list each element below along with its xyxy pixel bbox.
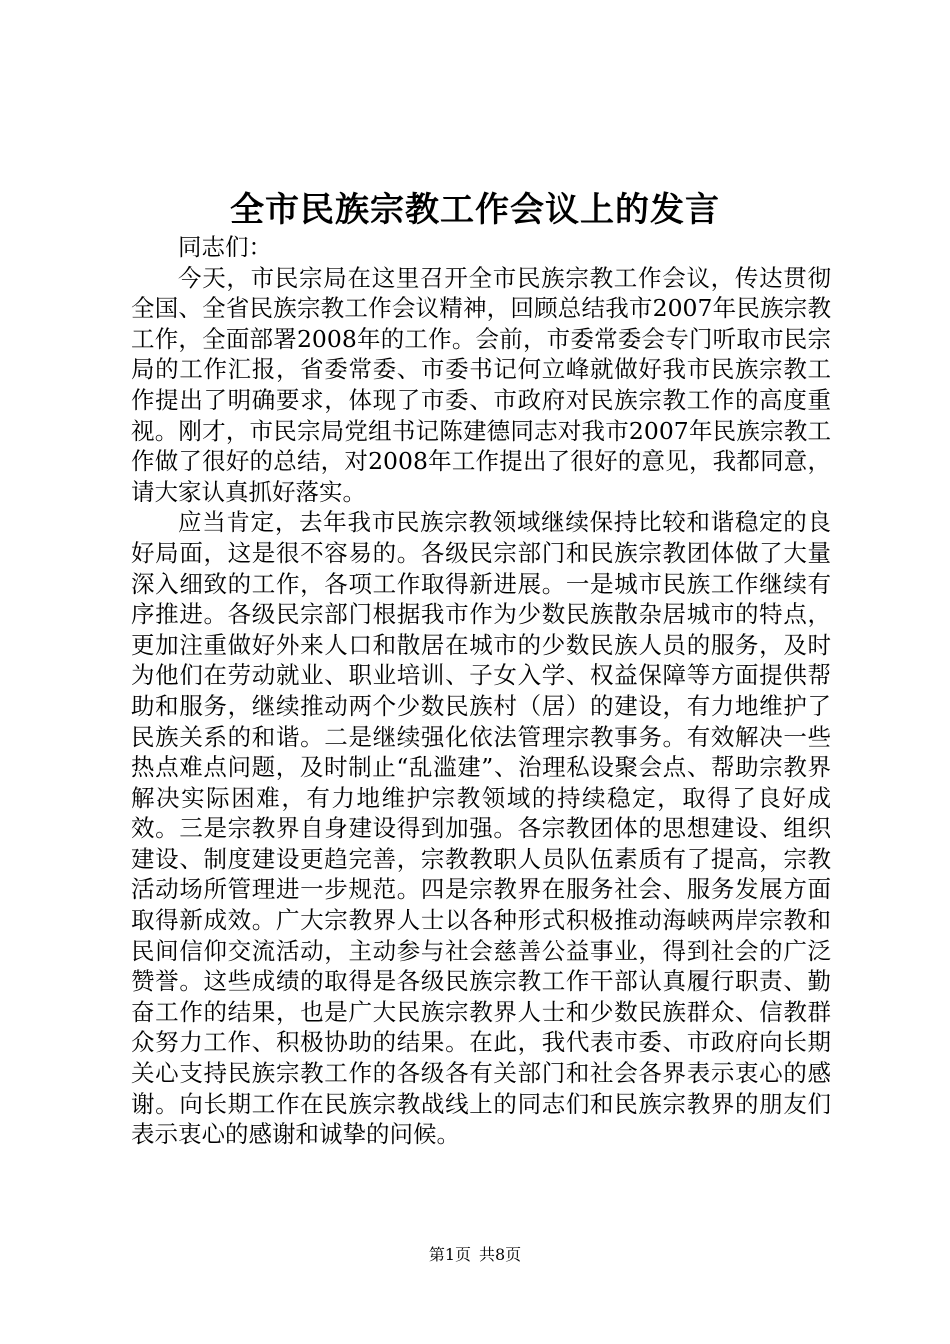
body-paragraph: 今天，市民宗局在这里召开全市民族宗教工作会议，传达贯彻全国、全省民族宗教工作会议精神，回顾总结我市2007年民族宗教工作，全面部署2008年的工作。会前，市委常委会专门听取市民宗局的工作汇报，省委常委、市委书记何立峰就做好我市民族宗教工作提出了明确要求，体现了市委、市政府对民族宗教工作的高度重视。刚才，市民宗局党组书记陈建德同志对我市2007年民族宗教工作做了很好的总结，对2008年工作提出了很好的意见，我都同意，请大家认真抓好落实。	[131, 263, 831, 506]
page-number: 第1页	[428, 1245, 471, 1264]
page-footer	[0, 1244, 950, 1266]
document-body	[131, 232, 831, 1150]
body-paragraph: 应当肯定，去年我市民族宗教领域继续保持比较和谐稳定的良好局面，这是很不容易的。各级民宗部门和民族宗教团体做了大量深入细致的工作，各项工作取得新进展。一是城市民族工作继续有序推进。各级民宗部门根据我市作为少数民族散杂居城市的特点，更加注重做好外来人口和散居在城市的少数民族人员的服务，及时为他们在劳动就业、职业培训、子女入学、权益保障等方面提供帮助和服务，继续推动两个少数民族村（居）的建设，有力地维护了民族关系的和谐。二是继续强化依法管理宗教事务。有效解决一些热点难点问题，及时制止“乱滥建”、治理私设聚会点、帮助宗教界解决实际困难，有力地维护宗教领域的持续稳定，取得了良好成效。三是宗教界自身建设得到加强。各宗教团体的思想建设、组织建设、制度建设更趋完善，宗教教职人员队伍素质有了提高，宗教活动场所管理进一步规范。四是宗教界在服务社会、服务发展方面取得新成效。广大宗教界人士以各种形式积极推动海峡两岸宗教和民间信仰交流活动，主动参与社会慈善公益事业，得到社会的广泛赞誉。这些成绩的取得是各级民族宗教工作干部认真履行职责、勤奋工作的结果，也是广大民族宗教界人士和少数民族群众、信教群众努力工作、积极协助的结果。在此，我代表市委、市政府向长期关心支持民族宗教工作的各级各有关部门和社会各界表示衷心的感谢。向长期工作在民族宗教战线上的同志们和民族宗教界的朋友们表示衷心的感谢和诚挚的问候。	[131, 508, 831, 1149]
document-title: 全市民族宗教工作会议上的发言	[230, 190, 720, 230]
page-total: 共8页	[479, 1245, 522, 1264]
salutation-paragraph: 同志们：	[178, 233, 272, 261]
